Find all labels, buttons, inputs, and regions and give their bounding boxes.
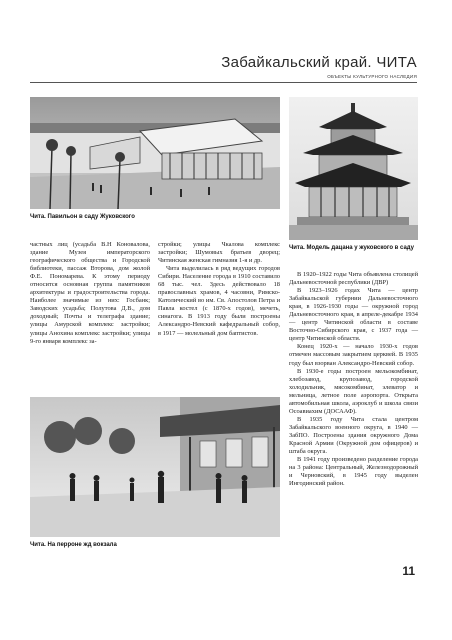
- running-header-subtitle: ОБЪЕКТЫ КУЛЬТУРНОГО НАСЛЕДИЯ: [327, 74, 417, 79]
- caption-pagoda-model: Чита. Модель дацана у жуковского в саду: [289, 245, 415, 251]
- header-rule: [30, 82, 417, 83]
- caption-station-platform: Чита. На перроне жд вокзала: [30, 542, 117, 548]
- paragraph: Конец 1920-х — начало 1930-х годов отмечен массовым закрытием церквей. В 1935 году был взорван Александро-Невский собор.: [289, 343, 418, 367]
- paragraph: В 1920–1922 годы Чита объявлена столицей Дальневосточной республики (ДВР): [289, 271, 418, 287]
- text-column-left: [30, 241, 150, 346]
- paragraph: частных лиц (усадьба В.Н Коновалова, здание Музея императорского географического общества и Городской библиотеки, пассаж Второва, дом жолой Ф.Е. Пономарева. К этому периоду относится основная группа памятников архитектуры и градостроительства города. Наиболее значимые из них: Госбанк; Заводских усадьба; Полутова Д.В., дом доходный; Почты и телеграфа здание; улицы Амурской комплекс застройки; улицы Анохина комплекс застройки; улицы 9-го января комплекс за-: [30, 241, 150, 345]
- photo-pagoda-model: [289, 97, 418, 240]
- page-number: 11: [402, 564, 415, 578]
- photo-pavilion: [30, 97, 280, 209]
- caption-pavilion: Чита. Павильон в саду Жуковского: [30, 214, 135, 220]
- text-column-right: [289, 271, 418, 488]
- paragraph: Чита выделилась в ряд ведущих городов Сибири. Население города в 1910 составило 68 тыс. чел. Здесь действовало 18 православных храмов, 4 часовни, Римско-Католический во им. Св. Апостолов Петра и Павла костел (с 1870-х годов), мечеть, синагога. В 1913 году были построены Александро-Невский кафедральный собор, в 1917 — молельный дом баптистов.: [158, 265, 280, 337]
- text-column-middle: [158, 241, 280, 338]
- paragraph: В 1941 году произведено разделение города на 3 района: Центральный, Железнодорожный и Черновский, в 1945 году выделен Ингодинский район.: [289, 456, 418, 488]
- running-header-title: Забайкальский край. ЧИТА: [221, 54, 417, 71]
- paragraph: В 1923–1926 годах Чита — центр Забайкальской губернии Дальневосточного края, в 1926-1930 годы — окружной город Дальневосточного края, в апреле-декабре 1934 — центр Читинской области в составе Восточно-Сибирского края, с 1937 года — центр Читинской области.: [289, 287, 418, 343]
- paragraph: стройки; улицы Чкалова комплекс застройки; Шумовых братьев дворец; Читинская женская гимназия 1-я и др.: [158, 241, 280, 265]
- paragraph: В 1930-е годы построен мельокомбинат, хлебозавод, крупозавод, городской холодильник, мясокомбинат, элеватор и мельница, летное поле аэропорта. Открыта автомобильная школа, аэроклуб и школа связи Осоавиахим (ДОСААФ).: [289, 367, 418, 415]
- paragraph: В 1935 году Чита стала центром Забайкальского военного округа, в 1940 — ЗабПО. Построены здания окружного Дома Красной Армии (Окружной дом офицеров) и штаба округа.: [289, 415, 418, 456]
- photo-station-platform: [30, 397, 280, 537]
